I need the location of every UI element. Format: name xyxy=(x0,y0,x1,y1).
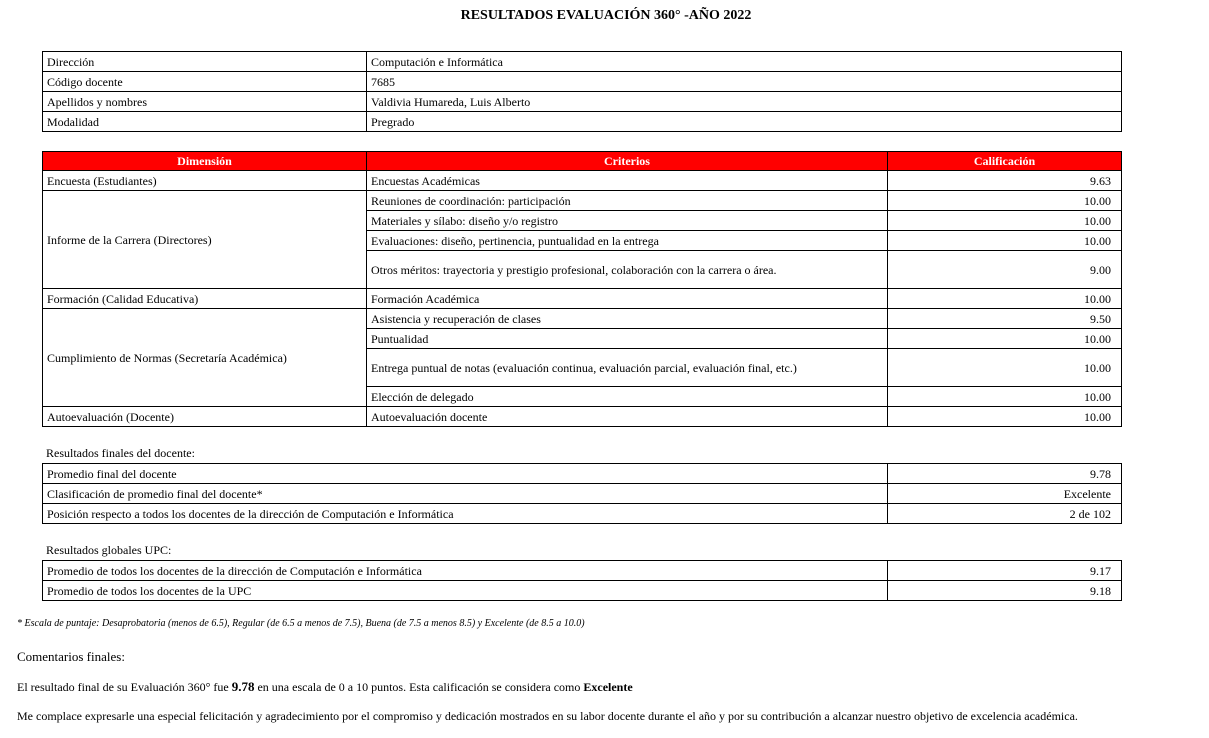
comment-closing-line: Me complace expresarle una especial felicitación y agradecimiento por el compromiso y dedicación mostrados en su labor docente durante el año y por su contribución a alcanzar nuestro objetivo de excelencia académica. xyxy=(17,709,1078,723)
info-value: Pregrado xyxy=(367,112,1122,132)
criterion-cell: Asistencia y recuperación de clases xyxy=(367,309,888,329)
info-value: Computación e Informática xyxy=(367,52,1122,72)
table-row xyxy=(43,72,1122,92)
column-header-dimension: Dimensión xyxy=(43,152,367,171)
comment-result-line xyxy=(17,679,633,695)
final-results-heading: Resultados finales del docente: xyxy=(46,446,195,460)
result-label: Clasificación de promedio final del docente* xyxy=(43,484,888,504)
result-label: Promedio de todos los docentes de la UPC xyxy=(43,581,888,601)
table-row xyxy=(43,289,1122,309)
result-value: Excelente xyxy=(888,484,1122,504)
table-row xyxy=(43,464,1122,484)
global-results-table xyxy=(42,560,1122,601)
criterion-cell: Puntualidad xyxy=(367,329,888,349)
info-label: Dirección xyxy=(43,52,367,72)
score-cell: 9.63 xyxy=(888,171,1122,191)
score-cell: 10.00 xyxy=(888,387,1122,407)
teacher-info-table xyxy=(42,51,1122,132)
result-value: 2 de 102 xyxy=(888,504,1122,524)
info-label: Apellidos y nombres xyxy=(43,92,367,112)
table-row xyxy=(43,407,1122,427)
table-row xyxy=(43,52,1122,72)
score-cell: 10.00 xyxy=(888,329,1122,349)
criterion-cell: Autoevaluación docente xyxy=(367,407,888,427)
criterion-cell: Evaluaciones: diseño, pertinencia, puntualidad en la entrega xyxy=(367,231,888,251)
score-cell: 10.00 xyxy=(888,191,1122,211)
criterion-cell: Formación Académica xyxy=(367,289,888,309)
criterion-cell: Reuniones de coordinación: participación xyxy=(367,191,888,211)
table-row xyxy=(43,191,1122,211)
comment-text: El resultado final de su Evaluación 360° fue xyxy=(17,680,232,694)
score-cell: 10.00 xyxy=(888,289,1122,309)
table-header-row xyxy=(43,152,1122,171)
comment-text: en una escala de 0 a 10 puntos. Esta calificación se considera como xyxy=(254,680,584,694)
page-title: RESULTADOS EVALUACIÓN 360° -AÑO 2022 xyxy=(460,8,752,23)
dimension-cell: Informe de la Carrera (Directores) xyxy=(43,191,367,289)
column-header-criteria: Criterios xyxy=(367,152,888,171)
table-row xyxy=(43,504,1122,524)
info-label: Modalidad xyxy=(43,112,367,132)
table-row xyxy=(43,561,1122,581)
table-row xyxy=(43,112,1122,132)
dimension-cell: Autoevaluación (Docente) xyxy=(43,407,367,427)
table-row xyxy=(43,484,1122,504)
criterion-cell: Encuestas Académicas xyxy=(367,171,888,191)
score-cell: 9.50 xyxy=(888,309,1122,329)
result-value: 9.78 xyxy=(888,464,1122,484)
score-cell: 10.00 xyxy=(888,231,1122,251)
global-results-heading: Resultados globales UPC: xyxy=(46,543,172,557)
info-value: 7685 xyxy=(367,72,1122,92)
final-classification: Excelente xyxy=(583,680,633,694)
result-label: Promedio final del docente xyxy=(43,464,888,484)
result-value: 9.18 xyxy=(888,581,1122,601)
comments-title: Comentarios finales: xyxy=(17,649,125,664)
final-results-table xyxy=(42,463,1122,524)
criterion-cell: Otros méritos: trayectoria y prestigio profesional, colaboración con la carrera o área. xyxy=(367,251,888,289)
table-row xyxy=(43,92,1122,112)
column-header-score: Calificación xyxy=(888,152,1122,171)
criterion-cell: Entrega puntual de notas (evaluación continua, evaluación parcial, evaluación final, etc.) xyxy=(367,349,888,387)
result-label: Promedio de todos los docentes de la dirección de Computación e Informática xyxy=(43,561,888,581)
score-cell: 10.00 xyxy=(888,211,1122,231)
criterion-cell: Materiales y sílabo: diseño y/o registro xyxy=(367,211,888,231)
score-cell: 10.00 xyxy=(888,349,1122,387)
result-value: 9.17 xyxy=(888,561,1122,581)
info-value: Valdivia Humareda, Luis Alberto xyxy=(367,92,1122,112)
result-label: Posición respecto a todos los docentes de la dirección de Computación e Informática xyxy=(43,504,888,524)
criterion-cell: Elección de delegado xyxy=(367,387,888,407)
dimension-cell: Cumplimiento de Normas (Secretaría Académica) xyxy=(43,309,367,407)
evaluation-table xyxy=(42,151,1122,427)
score-cell: 9.00 xyxy=(888,251,1122,289)
score-cell: 10.00 xyxy=(888,407,1122,427)
table-row xyxy=(43,581,1122,601)
score-scale-note: * Escala de puntaje: Desaprobatoria (menos de 6.5), Regular (de 6.5 a menos de 7.5), Buena (de 7.5 a menos 8.5) y Excelente (de 8.5 a 10.0) xyxy=(17,618,585,629)
table-row xyxy=(43,309,1122,329)
dimension-cell: Formación (Calidad Educativa) xyxy=(43,289,367,309)
info-label: Código docente xyxy=(43,72,367,92)
dimension-cell: Encuesta (Estudiantes) xyxy=(43,171,367,191)
table-row xyxy=(43,171,1122,191)
final-score: 9.78 xyxy=(231,679,255,694)
